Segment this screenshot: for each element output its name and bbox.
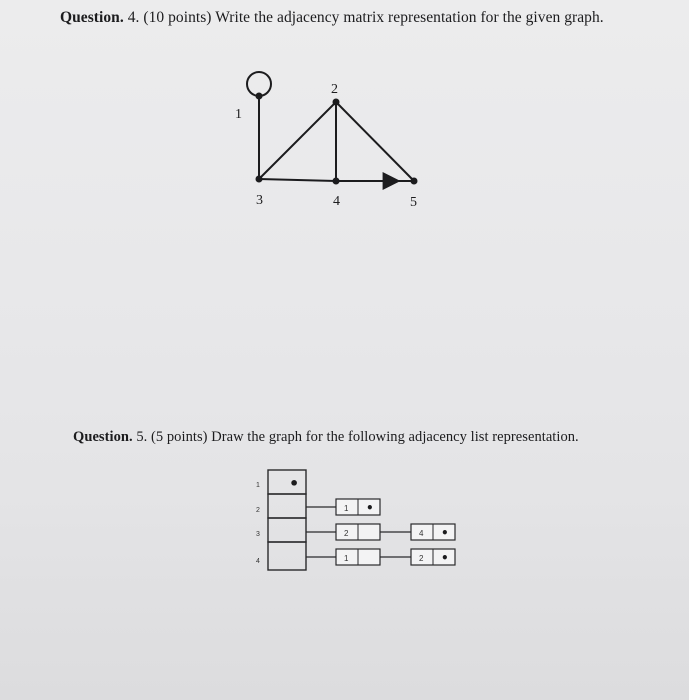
edge-2-5 (336, 102, 414, 181)
list-node-4-2-value: 2 (419, 554, 424, 563)
question-5-prompt: Draw the graph for the following adjacency list representation. (211, 429, 579, 445)
list-node-3-1-value: 2 (344, 529, 349, 538)
graph-node-2 (333, 99, 340, 106)
graph-node-label-1: 1 (235, 107, 242, 122)
list-node-3-2-value: 4 (419, 529, 424, 538)
graph-node-4 (333, 178, 340, 185)
graph-node-label-5: 5 (410, 195, 417, 210)
graph-node-label-3: 3 (256, 193, 263, 208)
list-node-4-1-value: 1 (344, 554, 349, 563)
question-4-number: 4. (127, 9, 140, 26)
head-cell-4 (268, 542, 306, 570)
row-1-null: • (289, 474, 300, 493)
adjacency-list-diagram (256, 470, 455, 570)
question-5-number: 5. (136, 429, 148, 445)
edge-self-loop-1 (247, 72, 271, 96)
graph-node-5 (411, 178, 418, 185)
question-5 (73, 429, 579, 446)
graph-node-1 (256, 93, 263, 100)
list-node-4-2-null: • (441, 551, 449, 565)
question-4-points: (10 points) (143, 9, 212, 26)
row-label-1: 1 (256, 482, 260, 489)
question-5-points: (5 points) (151, 429, 208, 445)
edge-3-4 (259, 179, 336, 181)
graph-node-3 (256, 176, 263, 183)
list-node-2-1-null: • (366, 501, 374, 515)
graph-node-label-2: 2 (331, 82, 338, 97)
edge-3-2 (259, 102, 336, 179)
question-5-label: Question. (73, 429, 133, 445)
row-label-3: 3 (256, 531, 260, 538)
head-cell-3 (268, 518, 306, 542)
head-cell-2 (268, 494, 306, 518)
list-node-3-2-null: • (441, 526, 449, 540)
row-label-4: 4 (256, 558, 260, 565)
list-node-2-1-value: 1 (344, 504, 349, 513)
head-cell-1 (268, 470, 306, 494)
question-4-label: Question. (60, 9, 124, 26)
question-4-prompt: Write the adjacency matrix representation for the given graph. (215, 9, 604, 26)
row-label-2: 2 (256, 507, 260, 514)
graph-node-label-4: 4 (333, 194, 340, 209)
